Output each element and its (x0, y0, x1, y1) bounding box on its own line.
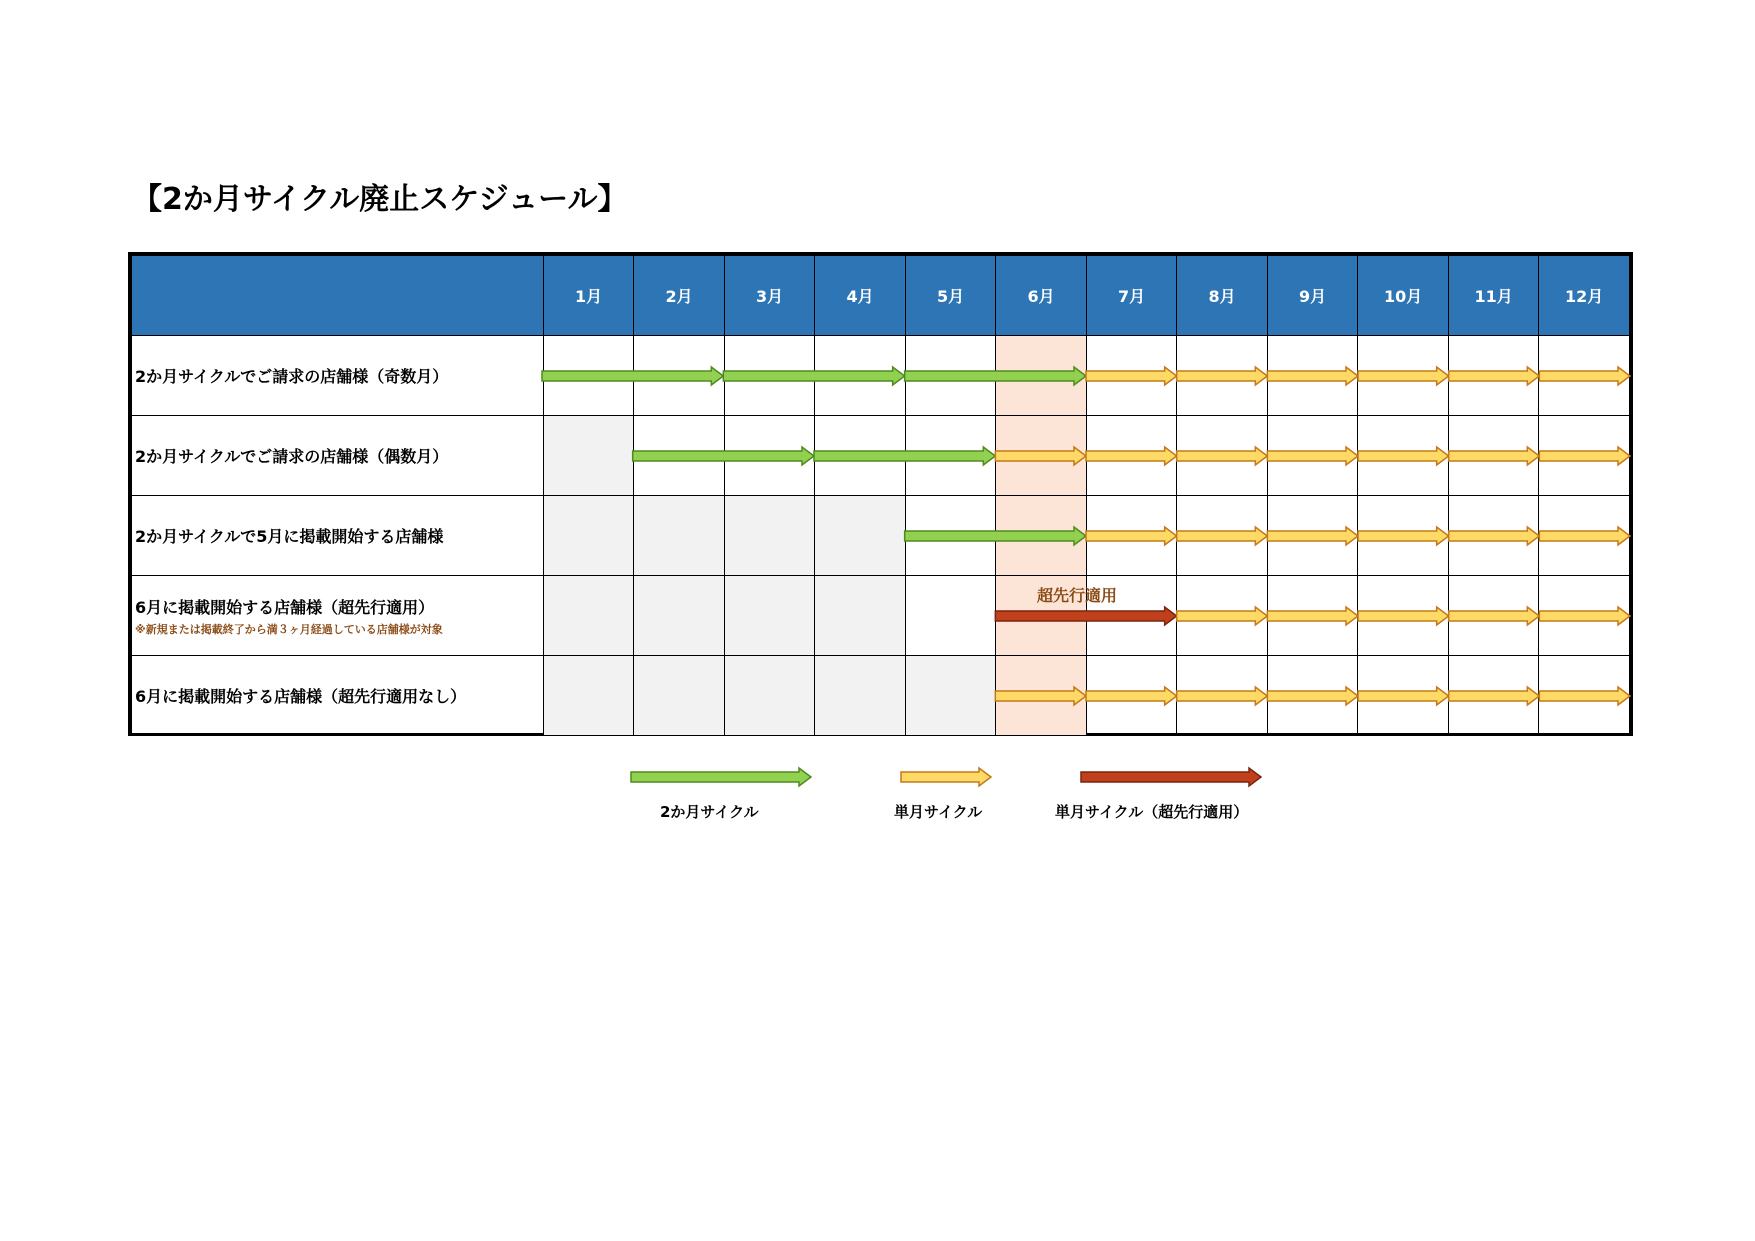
month-cell (1177, 496, 1268, 576)
row-label-text: 6月に掲載開始する店舗様（超先行適用） (135, 597, 435, 617)
month-cell (1267, 576, 1358, 656)
month-cell (996, 416, 1087, 496)
legend-label-monthly: 単月サイクル (894, 803, 983, 821)
month-cell (815, 496, 906, 576)
month-cell (543, 336, 634, 416)
month-header: 10月 (1358, 256, 1449, 336)
legend-label-advance: 単月サイクル（超先行適用） (1055, 803, 1249, 821)
month-header: 7月 (1086, 256, 1177, 336)
month-cell (1267, 416, 1358, 496)
row-label-text: 6月に掲載開始する店舗様（超先行適用なし） (135, 687, 467, 706)
month-header: 4月 (815, 256, 906, 336)
month-cell (724, 656, 815, 736)
month-cell (1086, 336, 1177, 416)
month-header: 5月 (905, 256, 996, 336)
table-row (132, 416, 1630, 496)
month-cell (905, 656, 996, 736)
month-cell (996, 336, 1087, 416)
row-label (132, 416, 544, 496)
month-cell (1539, 576, 1630, 656)
month-cell (1539, 496, 1630, 576)
advance-annotation: 超先行適用 (1037, 586, 1118, 605)
month-cell (724, 336, 815, 416)
month-cell (1448, 656, 1539, 736)
month-cell (905, 576, 996, 656)
month-header: 6月 (996, 256, 1087, 336)
row-label-text: 2か月サイクルで5月に掲載開始する店舗様 (135, 527, 444, 546)
month-cell (1358, 656, 1449, 736)
month-cell (996, 496, 1087, 576)
table-row (132, 656, 1630, 736)
month-cell (634, 656, 725, 736)
month-cell (1358, 496, 1449, 576)
month-cell (543, 496, 634, 576)
legend-single-arrow (901, 768, 991, 786)
month-cell (1448, 336, 1539, 416)
month-cell (815, 416, 906, 496)
month-cell (724, 496, 815, 576)
legend-advance-arrow (1081, 768, 1261, 786)
legend-label-bimonthly: 2か月サイクル (660, 803, 759, 821)
month-header: 12月 (1539, 256, 1630, 336)
header-row (132, 256, 1630, 336)
month-cell (905, 336, 996, 416)
month-cell (543, 576, 634, 656)
schedule-table (128, 252, 1633, 736)
month-cell (634, 336, 725, 416)
month-cell (1448, 496, 1539, 576)
page-title: 【2か月サイクル廃止スケジュール】 (132, 182, 628, 217)
corner-header (132, 256, 544, 336)
table-row (132, 336, 1630, 416)
row-label-text: 2か月サイクルでご請求の店舗様（偶数月） (135, 447, 449, 466)
month-cell (815, 656, 906, 736)
row-label (132, 496, 544, 576)
month-cell (1177, 576, 1268, 656)
table-row (132, 496, 1630, 576)
month-cell (1086, 416, 1177, 496)
month-cell (1086, 656, 1177, 736)
month-cell (1358, 576, 1449, 656)
row-label (132, 656, 544, 736)
month-cell (1358, 416, 1449, 496)
month-header: 2月 (634, 256, 725, 336)
month-cell (1448, 416, 1539, 496)
month-header: 8月 (1177, 256, 1268, 336)
month-cell (634, 416, 725, 496)
month-cell (1177, 656, 1268, 736)
month-cell (815, 336, 906, 416)
month-cell (1539, 336, 1630, 416)
month-cell (724, 416, 815, 496)
month-cell (1539, 416, 1630, 496)
month-cell (543, 416, 634, 496)
month-cell (815, 576, 906, 656)
month-cell (905, 416, 996, 496)
row-label (132, 576, 544, 656)
month-cell (1177, 336, 1268, 416)
month-cell (1177, 416, 1268, 496)
month-cell (1448, 576, 1539, 656)
row-label-text: 2か月サイクルでご請求の店舗様（奇数月） (135, 367, 449, 386)
table-row (132, 576, 1630, 656)
month-cell (1358, 336, 1449, 416)
month-header: 3月 (724, 256, 815, 336)
legend-bi-arrow (631, 768, 811, 786)
month-cell (634, 496, 725, 576)
row-note: ※新規または掲載終了から満３ヶ月経過している店舗様が対象 (135, 622, 443, 636)
month-header: 9月 (1267, 256, 1358, 336)
row-label (132, 336, 544, 416)
month-cell (1086, 496, 1177, 576)
month-header: 11月 (1448, 256, 1539, 336)
month-cell (543, 656, 634, 736)
month-cell (634, 576, 725, 656)
month-cell (905, 496, 996, 576)
month-cell (1267, 336, 1358, 416)
month-cell (996, 656, 1087, 736)
month-cell (1267, 656, 1358, 736)
month-cell (724, 576, 815, 656)
month-cell (1539, 656, 1630, 736)
month-cell (1267, 496, 1358, 576)
month-header: 1月 (543, 256, 634, 336)
